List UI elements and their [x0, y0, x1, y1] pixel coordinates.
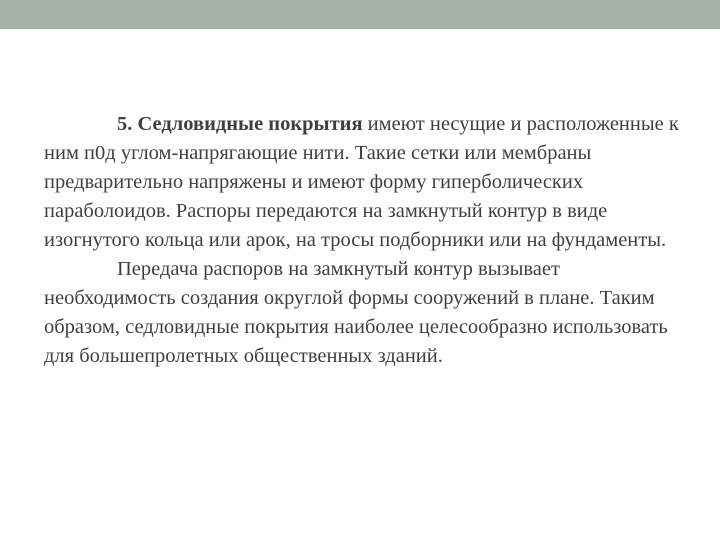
slide-body [44, 110, 684, 371]
paragraph-saddle-roofs [44, 110, 684, 255]
paragraph-text: имеют несущие и расположенные к ним п0д углом-напрягающие нити. Такие сетки или мембраны предварительно напряжены и имеют форму гиперболических параболоидов. Распоры передаются на замкнутый контур в виде изогнутого кольца или арок, на тросы подборники или на фундаменты. [44, 113, 679, 251]
paragraph-thrust-transfer: Передача распоров на замкнутый контур вызывает необходимость создания округлой формы сооружений в плане. Таким образом, седловидные покрытия наиболее целесообразно использовать для большепролетных общественных зданий. [44, 258, 668, 367]
section-heading: 5. Седловидные покрытия [117, 113, 363, 135]
top-accent-bar [0, 0, 720, 29]
